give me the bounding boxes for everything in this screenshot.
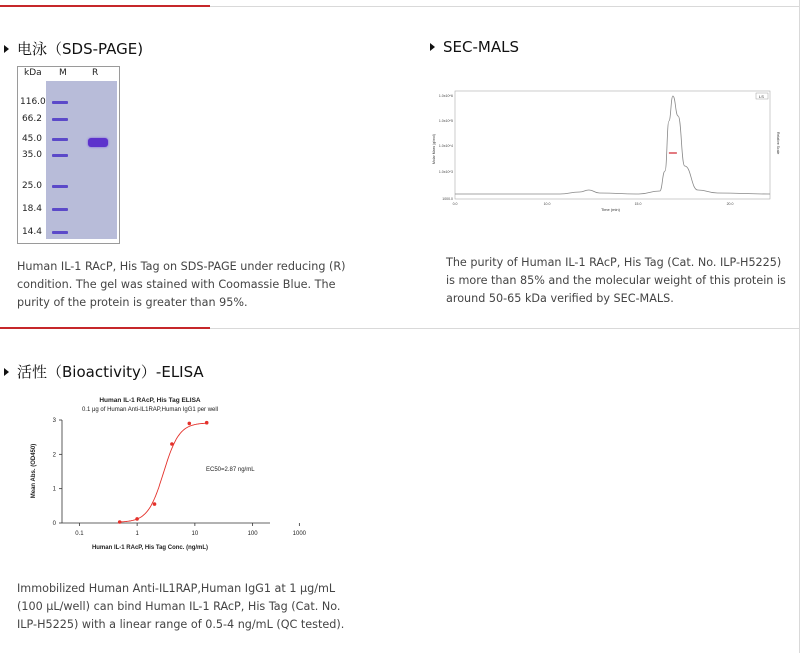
sec-mals-description: The purity of Human IL-1 RAcP, His Tag (Cat. No. ILP-H5225) is more than 85% and the molecular weight of this protein is around 50-65 kDa verified by SEC-MALS.: [446, 256, 786, 305]
sec-mals-chart: [425, 84, 785, 216]
elisa-y-tick-label: 1: [52, 486, 56, 493]
elisa-y-tick-label: 0: [52, 521, 56, 527]
elisa-heading: [4, 361, 204, 382]
elisa-data-point: [135, 517, 139, 521]
mals-y-tick: 1000.0: [442, 197, 453, 201]
marker-band: [52, 118, 68, 121]
triangle-bullet-icon: [4, 368, 9, 376]
elisa-x-tick-label: 1: [135, 531, 139, 537]
triangle-bullet-icon: [430, 43, 435, 51]
elisa-x-tick-label: 10: [191, 531, 199, 537]
elisa-x-label: Human IL-1 RAcP, His Tag Conc. (ng/mL): [91, 545, 209, 551]
elisa-data-point: [170, 442, 174, 446]
middle-accent-line: [0, 327, 210, 329]
mw-label: 35.0: [21, 150, 42, 160]
elisa-x-tick-label: 0.1: [75, 531, 84, 537]
sample-band: [88, 138, 108, 147]
mw-label: 25.0: [21, 181, 42, 191]
mals-y-tick: 1.0x10^5: [438, 119, 453, 123]
marker-band: [52, 138, 68, 141]
mals-x-tick: 0.0: [452, 202, 458, 206]
mals-y-label: Molar Mass (g/mol): [432, 134, 436, 164]
elisa-data-point: [188, 422, 192, 426]
mals-x-tick: 10.0: [543, 202, 551, 206]
mals-y-tick: 1.0x10^4: [438, 144, 453, 148]
sds-page-heading: [4, 38, 143, 59]
elisa-y-label: Mean Abs. (OD450): [31, 443, 37, 499]
sds-page-description: Human IL-1 RAcP, His Tag on SDS-PAGE under reducing (R) condition. The gel was stained with Coomassie Blue. The purity of the protein is greater than 95%.: [17, 260, 346, 309]
mals-legend-label: LS: [759, 94, 764, 99]
marker-band: [52, 154, 68, 157]
mals-x-tick: 20.0: [726, 202, 734, 206]
mw-label: 116.0: [20, 97, 46, 107]
mals-plot-frame: [455, 91, 770, 199]
mals-x-tick: 15.0: [634, 202, 642, 206]
marker-band: [52, 231, 68, 234]
triangle-bullet-icon: [4, 45, 9, 53]
elisa-chart: [20, 392, 310, 560]
elisa-data-point: [205, 421, 209, 425]
gel-header-reducing: R: [92, 68, 99, 78]
elisa-plot-layer: [53, 418, 307, 537]
mw-label: 66.2: [21, 114, 42, 124]
marker-band: [52, 208, 68, 211]
sec-mals-title: SEC-MALS: [443, 38, 519, 56]
top-accent-line: [0, 5, 210, 7]
sec-mals-heading: [430, 38, 519, 56]
elisa-data-point: [118, 520, 122, 524]
gel-lanes: [46, 81, 117, 239]
mw-label: 45.0: [21, 134, 42, 144]
elisa-y-tick-label: 3: [52, 418, 56, 424]
elisa-fit-curve: [120, 423, 207, 522]
mals-y2-label: Relative Scale: [776, 132, 780, 155]
mals-x-label: Time (min): [601, 207, 620, 212]
gel-header-kda: kDa: [24, 68, 42, 78]
marker-band: [52, 101, 68, 104]
elisa-annotation: EC50=2.87 ng/mL: [206, 467, 255, 473]
elisa-chart-title: Human IL-1 RAcP, His Tag ELISA: [99, 397, 201, 404]
elisa-chart-subtitle: 0.1 μg of Human Anti-IL1RAP,Human IgG1 per well: [81, 407, 219, 413]
mals-y-tick: 1.0x10^3: [438, 170, 453, 174]
sds-page-title: 电泳（SDS-PAGE): [17, 40, 144, 58]
elisa-y-tick-label: 2: [52, 452, 56, 459]
gel-header-marker: M: [59, 68, 67, 78]
sds-page-gel-image: [17, 66, 120, 244]
mw-label: 18.4: [21, 204, 42, 214]
elisa-x-tick-label: 1000: [292, 531, 307, 537]
mw-label: 14.4: [21, 227, 42, 237]
elisa-data-point: [153, 502, 157, 506]
marker-band: [52, 185, 68, 188]
mals-trace-line: [455, 96, 770, 194]
elisa-x-tick-label: 100: [247, 531, 258, 537]
elisa-title: 活性（Bioactivity）-ELISA: [17, 363, 204, 381]
elisa-description: Immobilized Human Anti-IL1RAP,Human IgG1 at 1 μg/mL (100 μL/well) can bind Human IL-1 RAcP, His Tag (Cat. No. ILP-H5225) with a linear range of 0.5-4 ng/mL (QC tested).: [17, 582, 345, 631]
mals-y-tick: 1.0x10^6: [438, 94, 453, 98]
